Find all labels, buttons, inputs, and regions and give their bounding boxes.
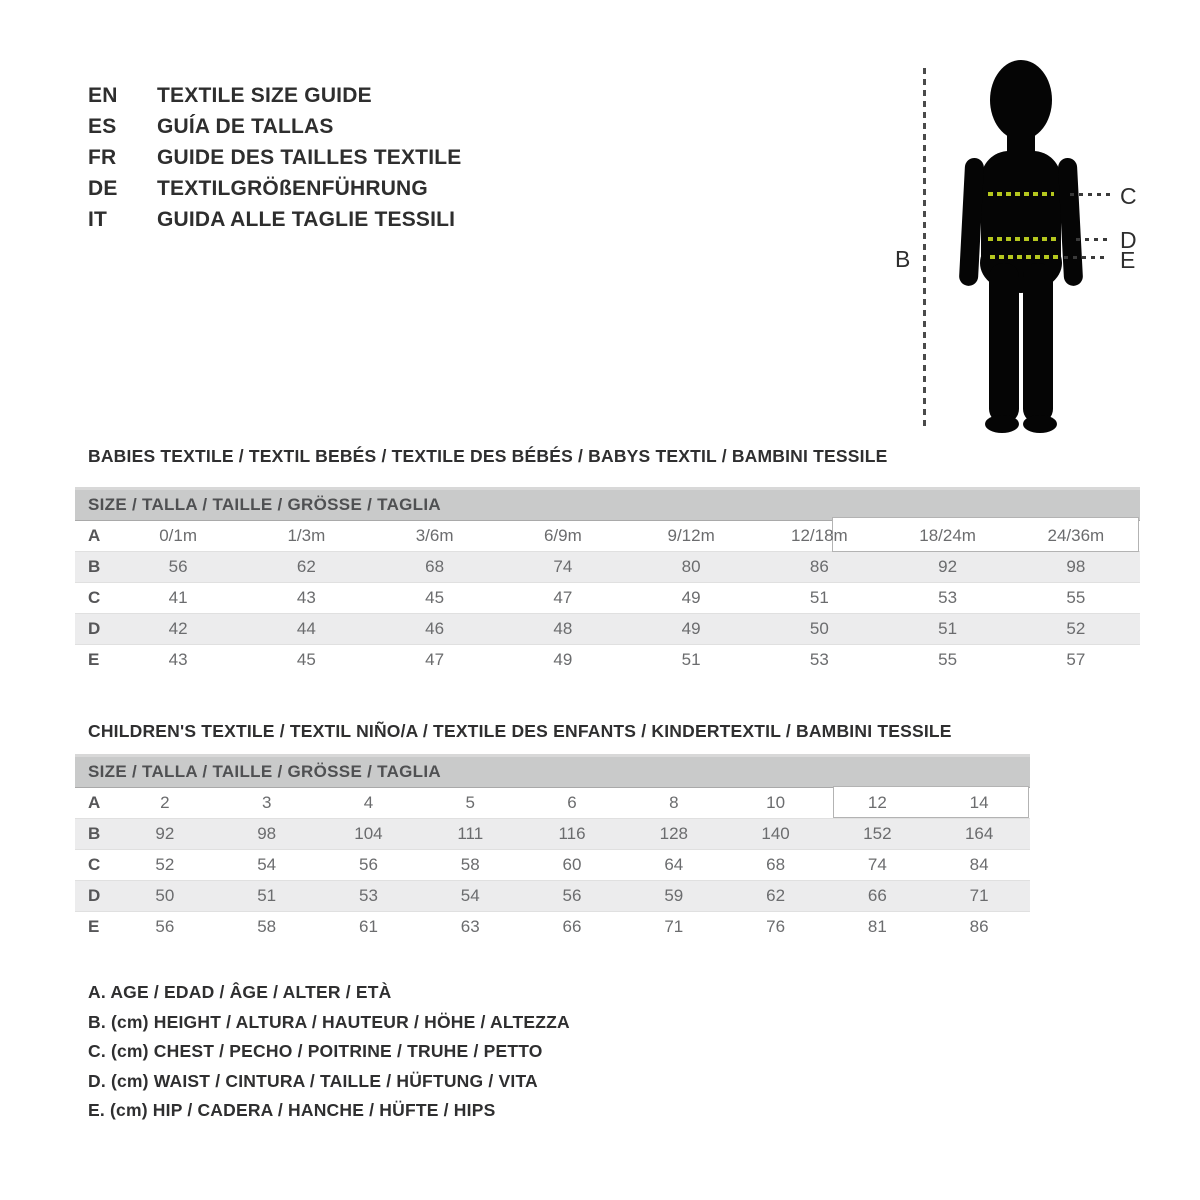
row-label: E bbox=[88, 650, 100, 669]
table-cell: 49 bbox=[681, 619, 701, 638]
babies-section-title: BABIES TEXTILE / TEXTIL BEBÉS / TEXTILE DES BÉBÉS / BABYS TEXTIL / BAMBINI TESSILE bbox=[88, 446, 888, 466]
size-table-row-A bbox=[75, 521, 1140, 552]
size-table-row-D bbox=[75, 881, 1030, 912]
hip-label: E bbox=[1120, 247, 1136, 273]
legend-height: B. (cm) HEIGHT / ALTURA / HAUTEUR / HÖHE / ALTEZZA bbox=[88, 1011, 570, 1032]
size-table-row-E bbox=[75, 912, 1030, 943]
table-cell: 47 bbox=[553, 588, 573, 607]
babies-size-table bbox=[75, 487, 1140, 676]
table-cell: 45 bbox=[296, 650, 316, 669]
table-cell: 92 bbox=[155, 824, 175, 843]
table-cell: 49 bbox=[681, 588, 701, 607]
language-row-en bbox=[88, 80, 461, 111]
table-cell: 51 bbox=[681, 650, 701, 669]
table-cell: 152 bbox=[863, 824, 892, 843]
language-row-es bbox=[88, 111, 461, 142]
table-cell: 74 bbox=[553, 557, 573, 576]
table-cell: 53 bbox=[358, 886, 378, 905]
language-code: FR bbox=[88, 146, 117, 169]
table-cell: 71 bbox=[969, 886, 989, 905]
height-dashed-line bbox=[923, 68, 926, 430]
size-table-row-A bbox=[75, 788, 1030, 819]
table-cell: 98 bbox=[1066, 557, 1086, 576]
table-cell: 41 bbox=[168, 588, 188, 607]
table-cell: 43 bbox=[168, 650, 188, 669]
table-cell: 116 bbox=[558, 824, 586, 843]
table-cell: 54 bbox=[257, 855, 277, 874]
table-cell: 61 bbox=[358, 917, 378, 936]
table-cell: 58 bbox=[257, 917, 277, 936]
table-cell: 45 bbox=[425, 588, 445, 607]
language-code: EN bbox=[88, 84, 118, 107]
guide-title-it: GUIDA ALLE TAGLIE TESSILI bbox=[157, 208, 456, 231]
legend-waist: D. (cm) WAIST / CINTURA / TAILLE / HÜFTUNG / VITA bbox=[88, 1070, 538, 1091]
language-code: ES bbox=[88, 115, 117, 138]
table-cell: 46 bbox=[425, 619, 445, 638]
table-cell: 50 bbox=[809, 619, 829, 638]
chest-label: C bbox=[1120, 183, 1137, 209]
table-cell: 92 bbox=[938, 557, 958, 576]
table-cell: 3/6m bbox=[415, 526, 454, 545]
babies-table-header: SIZE / TALLA / TAILLE / GRÖSSE / TAGLIA bbox=[75, 490, 1140, 521]
row-label: A bbox=[88, 793, 101, 812]
table-cell: 12/18m bbox=[791, 526, 848, 545]
table-cell: 1/3m bbox=[287, 526, 326, 545]
table-cell: 86 bbox=[809, 557, 829, 576]
table-cell: 128 bbox=[659, 824, 688, 843]
height-label: B bbox=[895, 246, 911, 272]
children-section-title: CHILDREN'S TEXTILE / TEXTIL NIÑO/A / TEXTILE DES ENFANTS / KINDERTEXTIL / BAMBINI TESSILE bbox=[88, 721, 952, 741]
table-cell: 54 bbox=[460, 886, 480, 905]
row-label: A bbox=[88, 526, 101, 545]
table-cell: 24/36m bbox=[1047, 526, 1105, 545]
size-table-row-C bbox=[75, 583, 1140, 614]
table-cell: 52 bbox=[155, 855, 175, 874]
table-cell: 74 bbox=[867, 855, 887, 874]
table-cell: 111 bbox=[457, 824, 484, 843]
table-cell: 53 bbox=[809, 650, 829, 669]
table-cell: 0/1m bbox=[159, 526, 198, 545]
size-table-row-D bbox=[75, 614, 1140, 645]
children-size-table bbox=[75, 754, 1030, 943]
row-label: D bbox=[88, 619, 101, 638]
table-cell: 9/12m bbox=[667, 526, 715, 545]
measurement-legend bbox=[88, 978, 570, 1126]
table-cell: 18/24m bbox=[919, 526, 976, 545]
table-cell: 55 bbox=[1066, 588, 1086, 607]
table-cell: 50 bbox=[155, 886, 175, 905]
table-cell: 164 bbox=[964, 824, 994, 843]
table-cell: 12 bbox=[867, 793, 887, 812]
table-cell: 64 bbox=[664, 855, 684, 874]
table-cell: 76 bbox=[766, 917, 786, 936]
row-label: B bbox=[88, 557, 101, 576]
legend-hip: E. (cm) HIP / CADERA / HANCHE / HÜFTE / HIPS bbox=[88, 1100, 496, 1120]
guide-title-fr: GUIDE DES TAILLES TEXTILE bbox=[157, 146, 462, 169]
guide-title-es: GUÍA DE TALLAS bbox=[157, 115, 334, 138]
size-table-row-B bbox=[75, 819, 1030, 850]
legend-chest: C. (cm) CHEST / PECHO / POITRINE / TRUHE / PETTO bbox=[88, 1041, 543, 1061]
table-cell: 47 bbox=[425, 650, 445, 669]
table-cell: 68 bbox=[425, 557, 445, 576]
table-cell: 55 bbox=[938, 650, 958, 669]
table-cell: 62 bbox=[296, 557, 316, 576]
table-cell: 48 bbox=[553, 619, 573, 638]
language-code: DE bbox=[88, 177, 118, 200]
guide-title-de: TEXTILGRÖßENFÜHRUNG bbox=[157, 177, 428, 200]
table-cell: 98 bbox=[257, 824, 277, 843]
table-cell: 2 bbox=[160, 793, 170, 812]
table-cell: 84 bbox=[969, 855, 989, 874]
table-cell: 59 bbox=[664, 886, 684, 905]
table-cell: 57 bbox=[1066, 650, 1086, 669]
waist-measure-line bbox=[988, 237, 1058, 241]
size-table-row-C bbox=[75, 850, 1030, 881]
table-cell: 6 bbox=[567, 793, 577, 812]
table-cell: 68 bbox=[766, 855, 786, 874]
table-cell: 51 bbox=[938, 619, 958, 638]
language-title-list bbox=[88, 80, 461, 235]
hip-connector-line bbox=[1064, 256, 1108, 259]
table-cell: 58 bbox=[460, 855, 480, 874]
babies-table-rows bbox=[75, 521, 1140, 676]
table-cell: 80 bbox=[681, 557, 701, 576]
table-cell: 8 bbox=[669, 793, 679, 812]
language-row-it bbox=[88, 204, 461, 235]
table-cell: 56 bbox=[358, 855, 378, 874]
child-silhouette-icon bbox=[953, 55, 1093, 440]
table-cell: 44 bbox=[296, 619, 316, 638]
table-cell: 14 bbox=[969, 793, 989, 812]
table-cell: 53 bbox=[938, 588, 958, 607]
table-cell: 10 bbox=[766, 793, 786, 812]
table-cell: 49 bbox=[553, 650, 573, 669]
table-cell: 86 bbox=[969, 917, 989, 936]
table-cell: 71 bbox=[664, 917, 684, 936]
table-cell: 81 bbox=[867, 917, 887, 936]
table-cell: 3 bbox=[261, 793, 272, 812]
children-table-header: SIZE / TALLA / TAILLE / GRÖSSE / TAGLIA bbox=[75, 757, 1030, 788]
table-cell: 56 bbox=[155, 917, 175, 936]
table-cell: 66 bbox=[562, 917, 582, 936]
table-cell: 6/9m bbox=[543, 526, 582, 545]
table-cell: 104 bbox=[354, 824, 383, 843]
children-table-rows bbox=[75, 788, 1030, 943]
table-cell: 62 bbox=[766, 886, 786, 905]
row-label: B bbox=[88, 824, 101, 843]
row-label: C bbox=[88, 588, 101, 607]
table-cell: 140 bbox=[761, 824, 790, 843]
table-cell: 51 bbox=[809, 588, 829, 607]
size-table-row-E bbox=[75, 645, 1140, 676]
language-row-fr bbox=[88, 142, 461, 173]
table-cell: 52 bbox=[1066, 619, 1086, 638]
table-cell: 42 bbox=[168, 619, 188, 638]
language-code: IT bbox=[88, 208, 108, 231]
legend-age: A. AGE / EDAD / ÂGE / ALTER / ETÀ bbox=[88, 982, 392, 1002]
table-cell: 51 bbox=[257, 886, 277, 905]
row-label: E bbox=[88, 917, 100, 936]
row-label: D bbox=[88, 886, 101, 905]
chest-measure-line bbox=[988, 192, 1054, 196]
table-cell: 63 bbox=[460, 917, 480, 936]
row-label: C bbox=[88, 855, 101, 874]
table-cell: 66 bbox=[867, 886, 887, 905]
waist-label: D bbox=[1120, 227, 1137, 253]
chest-connector-line bbox=[1070, 193, 1110, 196]
table-cell: 60 bbox=[562, 855, 582, 874]
table-cell: 56 bbox=[562, 886, 582, 905]
size-table-row-B bbox=[75, 552, 1140, 583]
table-cell: 43 bbox=[296, 588, 316, 607]
table-cell: 5 bbox=[465, 793, 475, 812]
waist-connector-line bbox=[1076, 238, 1110, 241]
table-cell: 4 bbox=[363, 793, 374, 812]
guide-title-en: TEXTILE SIZE GUIDE bbox=[157, 84, 372, 107]
language-row-de bbox=[88, 173, 461, 204]
table-cell: 56 bbox=[168, 557, 188, 576]
hip-measure-line bbox=[990, 255, 1062, 259]
